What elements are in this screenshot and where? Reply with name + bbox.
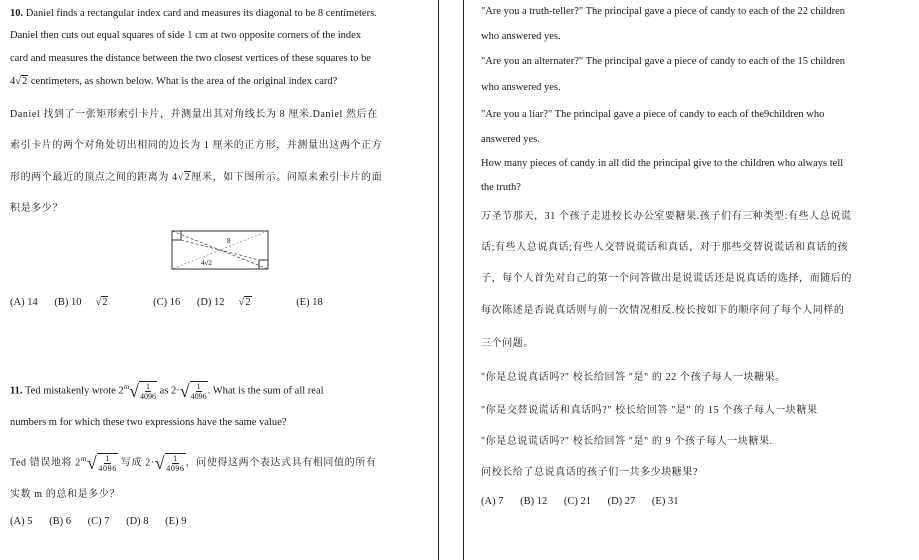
choice-e: (E) 31 xyxy=(651,496,679,507)
q10-en-line-3: card and measures the distance between the two closest vertices of these squares to be xyxy=(10,53,371,64)
cut-square-top-left xyxy=(172,231,181,240)
right-cn-line-8: "你是总说谎话吗?" 校长给回答 "是" 的 9 个孩子每人一块糖果. xyxy=(481,436,773,447)
choice-d: (D) 8 xyxy=(126,516,149,527)
q10-en-line-2: Daniel then cuts out equal squares of side 1 cm at two opposite corners of the index xyxy=(10,30,362,41)
sqrt-symbol: √2 xyxy=(15,76,28,87)
right-en-line-4: who answered yes. xyxy=(481,82,561,93)
choice-c: (C) 21 xyxy=(563,496,591,507)
q11-en-line-2: numbers m for which these two expressions have the same value? xyxy=(10,417,287,428)
index-card-figure xyxy=(171,230,269,270)
choice-c: (C) 7 xyxy=(87,516,110,527)
choice-d: (D) 12 √2 xyxy=(196,297,251,308)
label-diagonal: 8 xyxy=(227,237,231,245)
cut-square-bottom-right xyxy=(259,260,268,269)
column-divider-left xyxy=(438,0,439,560)
right-en-line-2: who answered yes. xyxy=(481,31,561,42)
q10-cn-line-2: 索引卡片的两个对角处切出相同的边长为 1 厘米的正方形，并测量出这两个正方 xyxy=(10,140,383,151)
right-cn-line-3: 子，每个人首先对自己的第一个问答做出是说谎话还是说真话的选择，而随后的 xyxy=(481,273,852,284)
choice-b: (B) 12 xyxy=(520,496,548,507)
right-en-line-5: "Are you a liar?" The principal gave a piece of candy to each of the9children who xyxy=(481,109,825,120)
right-cn-line-4: 每次陈述是否说真话则与前一次情况相反.校长按如下的顺序问了每个人同样的 xyxy=(481,305,845,316)
right-en-line-7: How many pieces of candy in all did the principal give to the children who always tell xyxy=(481,158,844,169)
q11-cn-line-2: 实数 m 的总和是多少？ xyxy=(10,489,120,500)
right-cn-line-7: "你是交替说谎话和真话吗?" 校长给回答 "是" 的 15 个孩子每人一块糖果 xyxy=(481,405,818,416)
choice-a: (A) 5 xyxy=(10,516,33,527)
choice-c: (C) 16 xyxy=(153,297,181,308)
choice-e: (E) 18 xyxy=(296,297,323,308)
right-en-line-6: answered yes. xyxy=(481,134,540,145)
sqrt-symbol: √2 xyxy=(177,172,191,183)
right-choices xyxy=(481,495,692,509)
q11-choices xyxy=(10,515,200,529)
q11-en-line-1: 11. Ted mistakenly wrote 2$^m$ √ $\frac{1}{4096}$ as 2· √ $\frac{1}{4096}$ . What is the sum of all real xyxy=(10,381,324,402)
right-cn-line-5: 三个问题。 xyxy=(481,338,534,349)
choice-d: (D) 27 xyxy=(607,496,636,507)
right-column xyxy=(463,0,919,560)
right-en-line-3: "Are you an alternater?" The principal gave a piece of candy to each of the 15 children xyxy=(481,56,846,67)
left-column xyxy=(0,0,438,560)
q10-number: 10. xyxy=(10,8,24,19)
q10-cn-line-4: 积是多少？ xyxy=(10,203,63,214)
right-cn-line-6: "你是总说真话吗?" 校长给回答 "是" 的 22 个孩子每人一块糖果。 xyxy=(481,372,786,383)
choice-a: (A) 7 xyxy=(481,496,504,507)
right-en-line-1: "Are you a truth-teller?" The principal gave a piece of candy to each of the 22 children xyxy=(481,6,846,17)
choice-b: (B) 6 xyxy=(49,516,71,527)
label-distance: 4√2 xyxy=(201,259,212,267)
q11-number: 11. xyxy=(10,385,23,397)
choice-b: (B) 10 √2 xyxy=(54,297,108,308)
q10-cn-line-3: 形的两个最近的顶点之间的距离为 4√2厘米，如下图所示。问原来索引卡片的面 xyxy=(10,172,383,183)
choice-a: (A) 14 xyxy=(10,297,38,308)
choice-e: (E) 9 xyxy=(165,516,187,527)
q11-cn-line-1: Ted 错误地将 2$^m$ √ $\frac{1}{4096}$ 写成 2· √ $\frac{1}{4096}$ ，问使得这两个表达式具有相同值的所有 xyxy=(10,453,377,474)
q10-en-line-1: 10. Daniel finds a rectangular index card and measures its diagonal to be 8 centimeters. xyxy=(10,8,377,19)
q10-cn-line-1: Daniel 找到了一张矩形索引卡片，并测量出其对角线长为 8 厘米.Daniel 然后在 xyxy=(10,109,378,120)
right-en-line-8: the truth? xyxy=(481,182,521,193)
q10-en-line-4: 4√2 centimeters, as shown below. What is the area of the original index card? xyxy=(10,76,338,87)
vertex-distance-line xyxy=(181,240,259,260)
q10-choices xyxy=(10,296,337,310)
right-cn-line-9: 问校长给了总说真话的孩子们一共多少块糖果? xyxy=(481,467,699,478)
right-cn-line-2: 话;有些人总说真话;有些人交替说谎话和真话，对于那些交替说谎话和真话的孩 xyxy=(481,242,849,253)
right-cn-line-1: 万圣节那天，31 个孩子走进校长办公室要糖果.孩子们有三种类型:有些人总说谎 xyxy=(481,211,852,222)
